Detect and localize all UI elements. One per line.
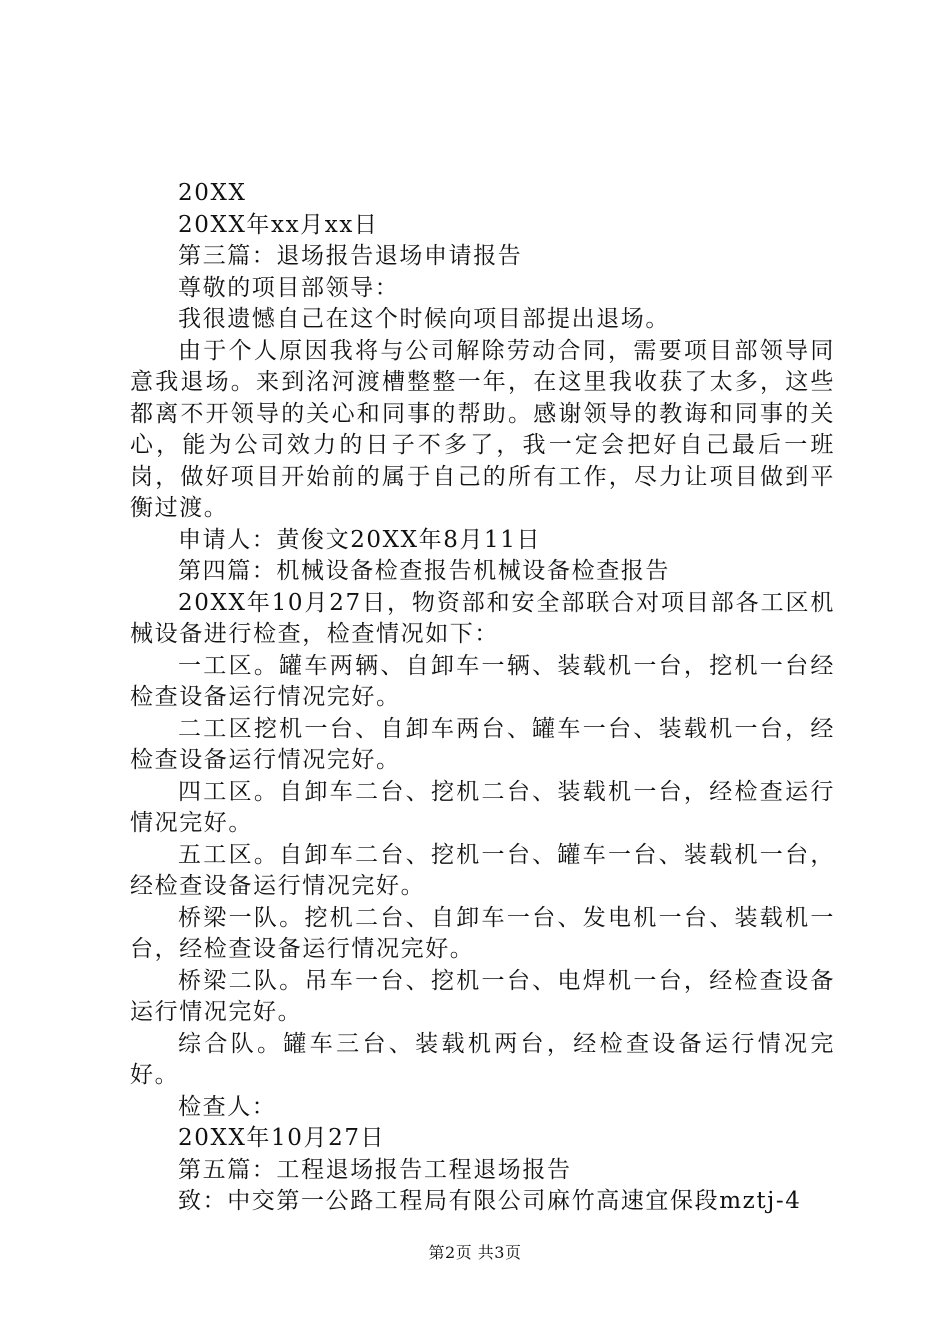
addressee-line: 致：中交第一公路工程局有限公司麻竹高速宜保段mztj-4 <box>178 1188 802 1214</box>
date-line: 20XX年xx月xx日 <box>178 211 379 238</box>
inspection-date: 20XX年10月27日 <box>178 1125 386 1151</box>
section-heading-3: 第三篇：退场报告退场申请报告 <box>178 243 523 269</box>
page-number-footer: 第2页 共3页 <box>428 1243 522 1262</box>
body-paragraph: 由于个人原因我将与公司解除劳动合同，需要项目部领导同意我退场。来到洺河渡槽整整一年，在这里我收获了太多，这些都离不开领导的关心和同事的帮助。感谢领导的教诲和同事的关心，能为公司效力的日子不多了，我一定会把好自己最后一班岗，做好项目开始前的属于自己的所有工作，尽力让项目做到平衡过渡。 <box>130 337 835 521</box>
inspection-item: 桥梁一队。挖机二台、自卸车一台、发电机一台、装载机一台，经检查设备运行情况完好。 <box>130 904 835 962</box>
body-paragraph: 20XX年10月27日，物资部和安全部联合对项目部各工区机械设备进行检查，检查情况如下： <box>130 589 835 647</box>
inspection-item: 综合队。罐车三台、装载机两台，经检查设备运行情况完好。 <box>130 1030 835 1088</box>
inspection-item: 一工区。罐车两辆、自卸车一辆、装载机一台，挖机一台经检查设备运行情况完好。 <box>130 652 835 710</box>
inspector-label: 检查人： <box>178 1093 277 1120</box>
salutation: 尊敬的项目部领导： <box>178 274 400 301</box>
inspection-item: 五工区。自卸车二台、挖机一台、罐车一台、装载机一台，经检查设备运行情况完好。 <box>130 841 835 899</box>
document-body <box>130 178 835 1218</box>
body-paragraph: 我很遗憾自己在这个时候向项目部提出退场。 <box>178 306 670 332</box>
inspection-item: 桥梁二队。吊车一台、挖机一台、电焊机一台，经检查设备运行情况完好。 <box>130 967 835 1025</box>
inspection-item: 四工区。自卸车二台、挖机二台、装载机一台，经检查运行情况完好。 <box>130 778 835 836</box>
date-year: 20XX <box>178 180 247 206</box>
section-heading-4: 第四篇：机械设备检查报告机械设备检查报告 <box>178 558 670 584</box>
section-heading-5: 第五篇：工程退场报告工程退场报告 <box>178 1156 572 1183</box>
inspection-item: 二工区挖机一台、自卸车两台、罐车一台、装载机一台，经检查设备运行情况完好。 <box>130 715 835 773</box>
applicant-signature: 申请人：黄俊文20XX年8月11日 <box>178 526 542 553</box>
